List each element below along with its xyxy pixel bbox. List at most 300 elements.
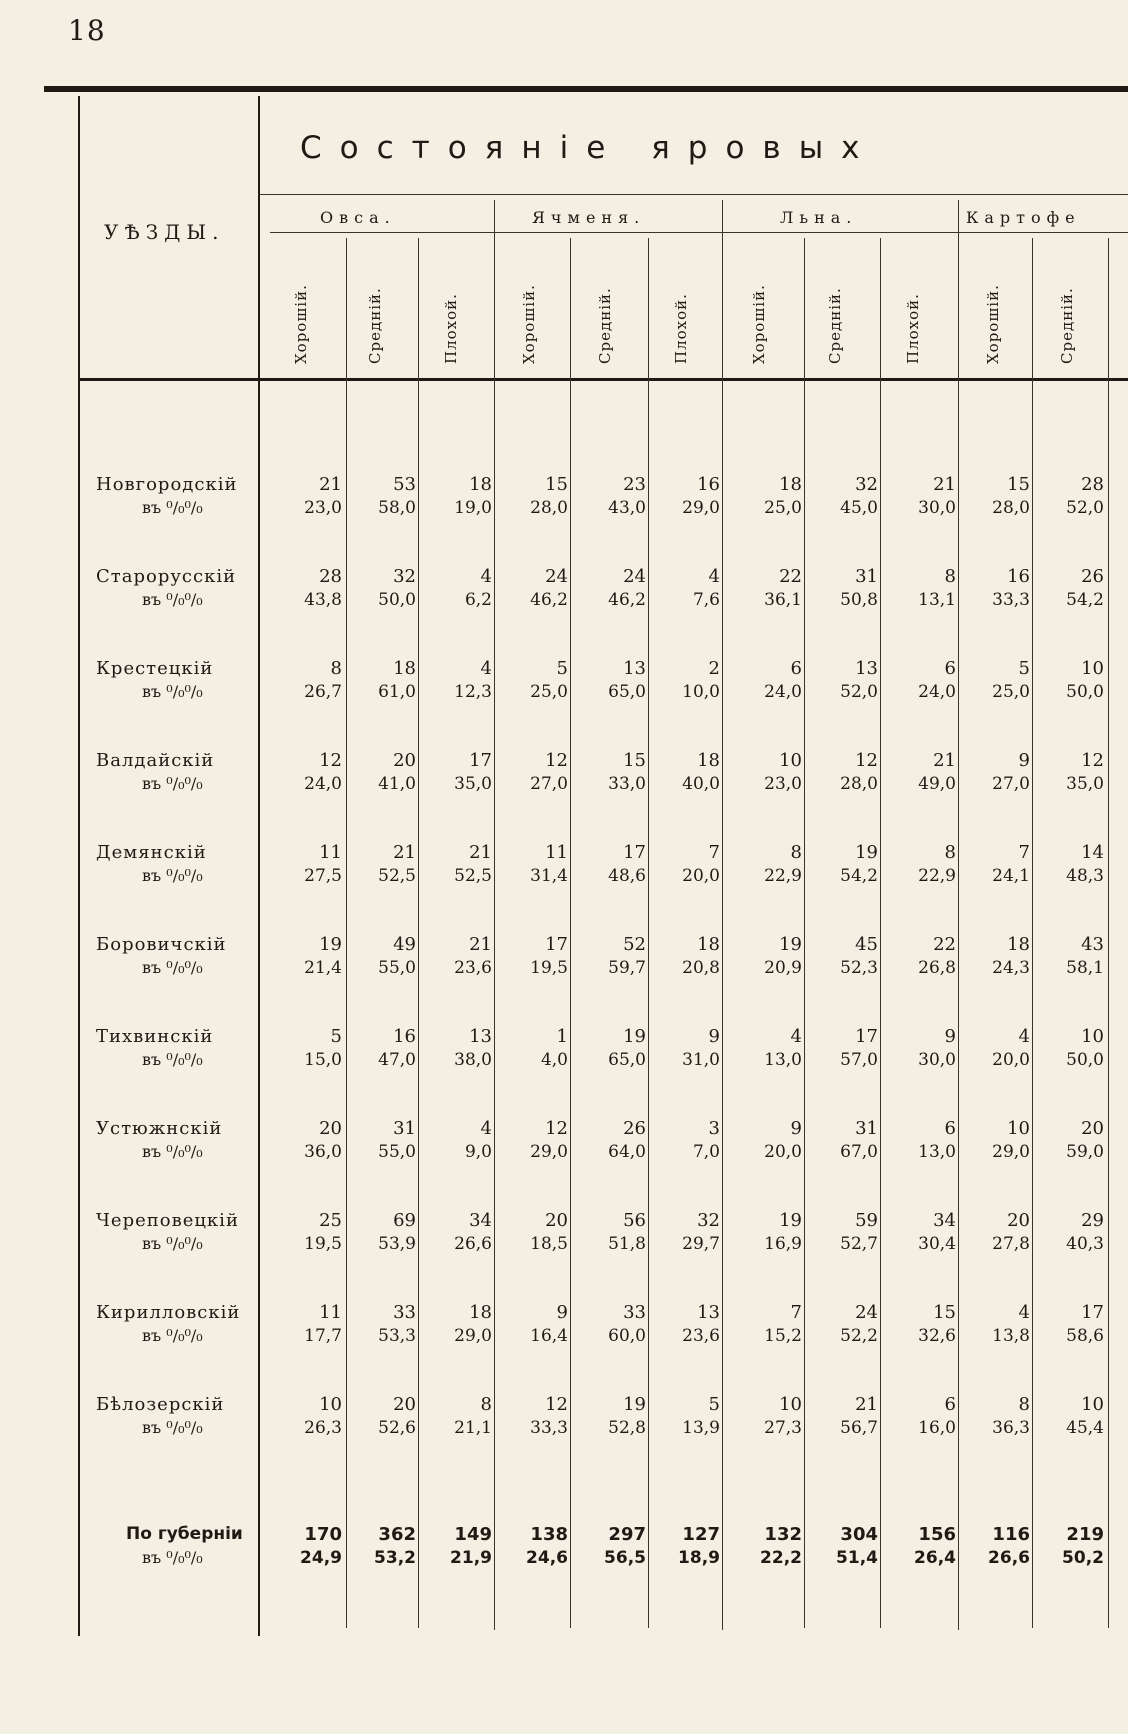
count-cell: 49 <box>393 934 416 955</box>
count-cell: 52 <box>623 934 646 955</box>
count-cell: 20 <box>393 750 416 771</box>
percent-cell: 23,6 <box>682 1326 720 1346</box>
sub-header: Средній. <box>826 287 844 364</box>
count-cell: 132 <box>764 1524 802 1545</box>
percent-cell: 27,0 <box>992 774 1030 794</box>
count-cell: 29 <box>1081 1210 1104 1231</box>
count-cell: 21 <box>469 934 492 955</box>
percent-cell: 28,0 <box>530 498 568 518</box>
count-cell: 10 <box>1081 1394 1104 1415</box>
count-cell: 9 <box>1018 750 1030 771</box>
percent-cell: 7,0 <box>692 1142 720 1162</box>
percent-cell: 54,2 <box>1066 590 1104 610</box>
count-cell: 5 <box>330 1026 342 1047</box>
percent-label: въ ⁰/₀⁰/₀ <box>142 682 203 701</box>
percent-cell: 29,7 <box>682 1234 720 1254</box>
sub-header: Плохой. <box>442 293 460 364</box>
percent-cell: 23,6 <box>454 958 492 978</box>
count-cell: 7 <box>708 842 720 863</box>
count-cell: 33 <box>393 1302 416 1323</box>
percent-cell: 22,9 <box>764 866 802 886</box>
percent-cell: 45,0 <box>840 498 878 518</box>
percent-cell: 12,3 <box>454 682 492 702</box>
count-cell: 9 <box>708 1026 720 1047</box>
percent-cell: 25,0 <box>764 498 802 518</box>
count-cell: 13 <box>623 658 646 679</box>
count-cell: 297 <box>608 1524 646 1545</box>
count-cell: 20 <box>1007 1210 1030 1231</box>
column-line <box>418 238 419 1628</box>
count-cell: 20 <box>1081 1118 1104 1139</box>
count-cell: 5 <box>556 658 568 679</box>
percent-cell: 60,0 <box>608 1326 646 1346</box>
district-name: Тихвинскій <box>96 1026 214 1047</box>
percent-cell: 16,4 <box>530 1326 568 1346</box>
percent-cell: 16,0 <box>918 1418 956 1438</box>
percent-cell: 52,5 <box>454 866 492 886</box>
sub-header: Плохой. <box>904 293 922 364</box>
district-name: Демянскій <box>96 842 207 863</box>
count-cell: 10 <box>1081 1026 1104 1047</box>
page-number: 18 <box>68 14 106 47</box>
percent-cell: 50,8 <box>840 590 878 610</box>
percent-cell: 43,8 <box>304 590 342 610</box>
district-name: Кирилловскій <box>96 1302 241 1323</box>
count-cell: 21 <box>319 474 342 495</box>
percent-cell: 58,1 <box>1066 958 1104 978</box>
percent-cell: 19,5 <box>530 958 568 978</box>
percent-cell: 20,0 <box>764 1142 802 1162</box>
group-column-line <box>722 200 723 1630</box>
percent-cell: 41,0 <box>378 774 416 794</box>
percent-cell: 29,0 <box>992 1142 1030 1162</box>
count-cell: 170 <box>304 1524 342 1545</box>
group-potato: Картофе <box>966 208 1081 227</box>
count-cell: 4 <box>480 1118 492 1139</box>
count-cell: 116 <box>992 1524 1030 1545</box>
count-cell: 304 <box>840 1524 878 1545</box>
district-name: Крестецкій <box>96 658 214 679</box>
count-cell: 16 <box>697 474 720 495</box>
count-cell: 11 <box>545 842 568 863</box>
percent-label: въ ⁰/₀⁰/₀ <box>142 1418 203 1437</box>
district-name: Новгородскій <box>96 474 238 495</box>
percent-cell: 43,0 <box>608 498 646 518</box>
column-line <box>804 238 805 1628</box>
percent-cell: 26,7 <box>304 682 342 702</box>
count-cell: 12 <box>545 1394 568 1415</box>
group-column-line <box>958 200 959 1630</box>
count-cell: 1 <box>556 1026 568 1047</box>
count-cell: 31 <box>855 566 878 587</box>
count-cell: 18 <box>697 934 720 955</box>
count-cell: 19 <box>779 1210 802 1231</box>
percent-cell: 57,0 <box>840 1050 878 1070</box>
percent-cell: 50,0 <box>1066 1050 1104 1070</box>
count-cell: 24 <box>623 566 646 587</box>
percent-cell: 22,9 <box>918 866 956 886</box>
count-cell: 8 <box>480 1394 492 1415</box>
percent-cell: 53,2 <box>374 1548 416 1568</box>
total-row-label: По губерніи <box>126 1524 243 1544</box>
count-cell: 15 <box>933 1302 956 1323</box>
count-cell: 18 <box>779 474 802 495</box>
percent-label: въ ⁰/₀⁰/₀ <box>142 590 203 609</box>
percent-cell: 10,0 <box>682 682 720 702</box>
count-cell: 17 <box>623 842 646 863</box>
percent-cell: 22,2 <box>760 1548 802 1568</box>
count-cell: 28 <box>319 566 342 587</box>
count-cell: 138 <box>530 1524 568 1545</box>
percent-cell: 48,3 <box>1066 866 1104 886</box>
percent-cell: 23,0 <box>764 774 802 794</box>
column-line <box>1032 238 1033 1628</box>
percent-cell: 27,5 <box>304 866 342 886</box>
percent-cell: 55,0 <box>378 1142 416 1162</box>
percent-cell: 21,1 <box>454 1418 492 1438</box>
percent-cell: 31,0 <box>682 1050 720 1070</box>
count-cell: 16 <box>393 1026 416 1047</box>
count-cell: 33 <box>623 1302 646 1323</box>
count-cell: 17 <box>1081 1302 1104 1323</box>
percent-cell: 6,2 <box>464 590 492 610</box>
percent-cell: 45,4 <box>1066 1418 1104 1438</box>
percent-cell: 28,0 <box>840 774 878 794</box>
percent-cell: 26,3 <box>304 1418 342 1438</box>
percent-cell: 20,8 <box>682 958 720 978</box>
percent-cell: 31,4 <box>530 866 568 886</box>
sub-header: Средній. <box>596 287 614 364</box>
percent-cell: 18,9 <box>678 1548 720 1568</box>
percent-cell: 58,6 <box>1066 1326 1104 1346</box>
count-cell: 18 <box>1007 934 1030 955</box>
percent-cell: 15,2 <box>764 1326 802 1346</box>
count-cell: 17 <box>855 1026 878 1047</box>
sub-header: Средній. <box>1058 287 1076 364</box>
count-cell: 13 <box>855 658 878 679</box>
percent-label: въ ⁰/₀⁰/₀ <box>142 1050 203 1069</box>
percent-cell: 27,8 <box>992 1234 1030 1254</box>
count-cell: 25 <box>319 1210 342 1231</box>
percent-cell: 54,2 <box>840 866 878 886</box>
count-cell: 45 <box>855 934 878 955</box>
percent-cell: 46,2 <box>608 590 646 610</box>
count-cell: 13 <box>697 1302 720 1323</box>
percent-cell: 20,0 <box>992 1050 1030 1070</box>
count-cell: 4 <box>480 566 492 587</box>
percent-label: въ ⁰/₀⁰/₀ <box>142 1326 203 1345</box>
sub-header: Хорошій. <box>292 284 310 364</box>
percent-cell: 67,0 <box>840 1142 878 1162</box>
count-cell: 32 <box>393 566 416 587</box>
percent-cell: 26,4 <box>914 1548 956 1568</box>
percent-cell: 21,4 <box>304 958 342 978</box>
percent-cell: 52,3 <box>840 958 878 978</box>
sub-header: Средній. <box>366 287 384 364</box>
count-cell: 21 <box>469 842 492 863</box>
percent-cell: 13,9 <box>682 1418 720 1438</box>
percent-cell: 29,0 <box>530 1142 568 1162</box>
count-cell: 6 <box>944 1118 956 1139</box>
table-title: Состояніе яровых <box>300 130 878 166</box>
count-cell: 53 <box>393 474 416 495</box>
district-name: Старорусскій <box>96 566 237 587</box>
count-cell: 12 <box>319 750 342 771</box>
percent-cell: 30,0 <box>918 1050 956 1070</box>
percent-cell: 21,9 <box>450 1548 492 1568</box>
percent-cell: 52,6 <box>378 1418 416 1438</box>
count-cell: 7 <box>790 1302 802 1323</box>
percent-cell: 40,3 <box>1066 1234 1104 1254</box>
count-cell: 19 <box>623 1394 646 1415</box>
count-cell: 24 <box>855 1302 878 1323</box>
stub-divider <box>258 96 260 1636</box>
count-cell: 11 <box>319 842 342 863</box>
count-cell: 34 <box>933 1210 956 1231</box>
percent-cell: 19,0 <box>454 498 492 518</box>
count-cell: 43 <box>1081 934 1104 955</box>
percent-label: въ ⁰/₀⁰/₀ <box>142 1142 203 1161</box>
count-cell: 32 <box>855 474 878 495</box>
group-column-line <box>494 200 495 1630</box>
count-cell: 16 <box>1007 566 1030 587</box>
count-cell: 19 <box>855 842 878 863</box>
percent-cell: 30,4 <box>918 1234 956 1254</box>
percent-cell: 19,5 <box>304 1234 342 1254</box>
count-cell: 4 <box>708 566 720 587</box>
count-cell: 362 <box>378 1524 416 1545</box>
stub-header: УѢЗДЫ. <box>104 220 225 244</box>
percent-cell: 17,7 <box>304 1326 342 1346</box>
percent-cell: 28,0 <box>992 498 1030 518</box>
count-cell: 14 <box>1081 842 1104 863</box>
count-cell: 4 <box>1018 1026 1030 1047</box>
percent-cell: 40,0 <box>682 774 720 794</box>
percent-cell: 26,8 <box>918 958 956 978</box>
percent-cell: 65,0 <box>608 682 646 702</box>
percent-cell: 53,9 <box>378 1234 416 1254</box>
count-cell: 34 <box>469 1210 492 1231</box>
percent-label: въ ⁰/₀⁰/₀ <box>142 958 203 977</box>
percent-cell: 13,1 <box>918 590 956 610</box>
count-cell: 10 <box>1007 1118 1030 1139</box>
column-line <box>346 238 347 1628</box>
district-name: Валдайскій <box>96 750 215 771</box>
count-cell: 2 <box>708 658 720 679</box>
count-cell: 21 <box>855 1394 878 1415</box>
percent-cell: 24,0 <box>918 682 956 702</box>
percent-cell: 20,9 <box>764 958 802 978</box>
percent-cell: 7,6 <box>692 590 720 610</box>
count-cell: 9 <box>556 1302 568 1323</box>
count-cell: 20 <box>545 1210 568 1231</box>
count-cell: 8 <box>1018 1394 1030 1415</box>
group-barley: Ячменя. <box>532 208 646 227</box>
count-cell: 8 <box>330 658 342 679</box>
percent-cell: 24,3 <box>992 958 1030 978</box>
district-name: Бѣлозерскій <box>96 1394 225 1415</box>
count-cell: 31 <box>855 1118 878 1139</box>
percent-cell: 58,0 <box>378 498 416 518</box>
count-cell: 20 <box>393 1394 416 1415</box>
count-cell: 17 <box>545 934 568 955</box>
percent-cell: 50,0 <box>378 590 416 610</box>
district-name: Череповецкій <box>96 1210 239 1231</box>
count-cell: 21 <box>933 474 956 495</box>
percent-cell: 52,8 <box>608 1418 646 1438</box>
count-cell: 28 <box>1081 474 1104 495</box>
percent-cell: 52,0 <box>840 682 878 702</box>
count-cell: 7 <box>1018 842 1030 863</box>
percent-label: въ ⁰/₀⁰/₀ <box>142 1548 203 1567</box>
district-name: Боровичскій <box>96 934 227 955</box>
column-line <box>570 238 571 1628</box>
count-cell: 8 <box>790 842 802 863</box>
count-cell: 156 <box>918 1524 956 1545</box>
percent-cell: 59,7 <box>608 958 646 978</box>
count-cell: 8 <box>944 842 956 863</box>
percent-cell: 33,0 <box>608 774 646 794</box>
count-cell: 22 <box>933 934 956 955</box>
percent-cell: 24,6 <box>526 1548 568 1568</box>
percent-cell: 65,0 <box>608 1050 646 1070</box>
count-cell: 219 <box>1066 1524 1104 1545</box>
count-cell: 31 <box>393 1118 416 1139</box>
percent-cell: 13,0 <box>918 1142 956 1162</box>
count-cell: 18 <box>469 474 492 495</box>
percent-cell: 50,0 <box>1066 682 1104 702</box>
percent-cell: 46,2 <box>530 590 568 610</box>
count-cell: 4 <box>790 1026 802 1047</box>
percent-cell: 13,0 <box>764 1050 802 1070</box>
count-cell: 5 <box>708 1394 720 1415</box>
percent-label: въ ⁰/₀⁰/₀ <box>142 1234 203 1253</box>
percent-cell: 36,1 <box>764 590 802 610</box>
count-cell: 21 <box>393 842 416 863</box>
percent-cell: 59,0 <box>1066 1142 1104 1162</box>
column-line <box>880 238 881 1628</box>
sub-header: Хорошій. <box>984 284 1002 364</box>
count-cell: 15 <box>545 474 568 495</box>
percent-cell: 47,0 <box>378 1050 416 1070</box>
count-cell: 11 <box>319 1302 342 1323</box>
count-cell: 19 <box>779 934 802 955</box>
header-bottom-rule <box>78 378 1128 381</box>
percent-cell: 53,3 <box>378 1326 416 1346</box>
count-cell: 10 <box>779 750 802 771</box>
count-cell: 56 <box>623 1210 646 1231</box>
count-cell: 15 <box>1007 474 1030 495</box>
count-cell: 6 <box>790 658 802 679</box>
percent-cell: 49,0 <box>918 774 956 794</box>
left-border <box>78 96 80 1636</box>
percent-label: въ ⁰/₀⁰/₀ <box>142 498 203 517</box>
percent-cell: 55,0 <box>378 958 416 978</box>
count-cell: 4 <box>1018 1302 1030 1323</box>
percent-cell: 51,8 <box>608 1234 646 1254</box>
percent-cell: 20,0 <box>682 866 720 886</box>
percent-cell: 52,5 <box>378 866 416 886</box>
percent-cell: 52,7 <box>840 1234 878 1254</box>
count-cell: 13 <box>469 1026 492 1047</box>
percent-cell: 23,0 <box>304 498 342 518</box>
count-cell: 15 <box>623 750 646 771</box>
percent-cell: 26,6 <box>988 1548 1030 1568</box>
count-cell: 6 <box>944 1394 956 1415</box>
sub-header: Хорошій. <box>750 284 768 364</box>
percent-cell: 33,3 <box>992 590 1030 610</box>
count-cell: 4 <box>480 658 492 679</box>
percent-cell: 4,0 <box>540 1050 568 1070</box>
percent-cell: 15,0 <box>304 1050 342 1070</box>
percent-cell: 27,3 <box>764 1418 802 1438</box>
percent-cell: 56,5 <box>604 1548 646 1568</box>
group-divider <box>270 232 1128 233</box>
count-cell: 18 <box>469 1302 492 1323</box>
count-cell: 26 <box>1081 566 1104 587</box>
percent-cell: 35,0 <box>454 774 492 794</box>
column-line <box>648 238 649 1628</box>
count-cell: 18 <box>393 658 416 679</box>
count-cell: 59 <box>855 1210 878 1231</box>
count-cell: 6 <box>944 658 956 679</box>
count-cell: 10 <box>779 1394 802 1415</box>
percent-cell: 29,0 <box>454 1326 492 1346</box>
percent-cell: 18,5 <box>530 1234 568 1254</box>
count-cell: 21 <box>933 750 956 771</box>
group-flax: Льна. <box>780 208 858 227</box>
count-cell: 19 <box>623 1026 646 1047</box>
percent-cell: 25,0 <box>530 682 568 702</box>
count-cell: 127 <box>682 1524 720 1545</box>
percent-cell: 36,0 <box>304 1142 342 1162</box>
count-cell: 9 <box>944 1026 956 1047</box>
percent-cell: 56,7 <box>840 1418 878 1438</box>
percent-cell: 48,6 <box>608 866 646 886</box>
percent-cell: 50,2 <box>1062 1548 1104 1568</box>
percent-label: въ ⁰/₀⁰/₀ <box>142 866 203 885</box>
top-rule <box>44 86 1128 92</box>
percent-cell: 64,0 <box>608 1142 646 1162</box>
percent-cell: 61,0 <box>378 682 416 702</box>
title-divider <box>258 194 1128 195</box>
percent-cell: 51,4 <box>836 1548 878 1568</box>
count-cell: 19 <box>319 934 342 955</box>
count-cell: 12 <box>545 750 568 771</box>
column-line <box>1108 238 1109 1628</box>
count-cell: 17 <box>469 750 492 771</box>
percent-cell: 38,0 <box>454 1050 492 1070</box>
percent-cell: 52,2 <box>840 1326 878 1346</box>
percent-cell: 29,0 <box>682 498 720 518</box>
percent-cell: 35,0 <box>1066 774 1104 794</box>
percent-cell: 52,0 <box>1066 498 1104 518</box>
count-cell: 10 <box>1081 658 1104 679</box>
percent-cell: 25,0 <box>992 682 1030 702</box>
group-oats: Овса. <box>320 208 396 227</box>
count-cell: 18 <box>697 750 720 771</box>
count-cell: 23 <box>623 474 646 495</box>
count-cell: 12 <box>855 750 878 771</box>
count-cell: 9 <box>790 1118 802 1139</box>
count-cell: 20 <box>319 1118 342 1139</box>
count-cell: 69 <box>393 1210 416 1231</box>
percent-cell: 24,1 <box>992 866 1030 886</box>
percent-cell: 24,0 <box>304 774 342 794</box>
percent-cell: 33,3 <box>530 1418 568 1438</box>
count-cell: 24 <box>545 566 568 587</box>
percent-cell: 36,3 <box>992 1418 1030 1438</box>
